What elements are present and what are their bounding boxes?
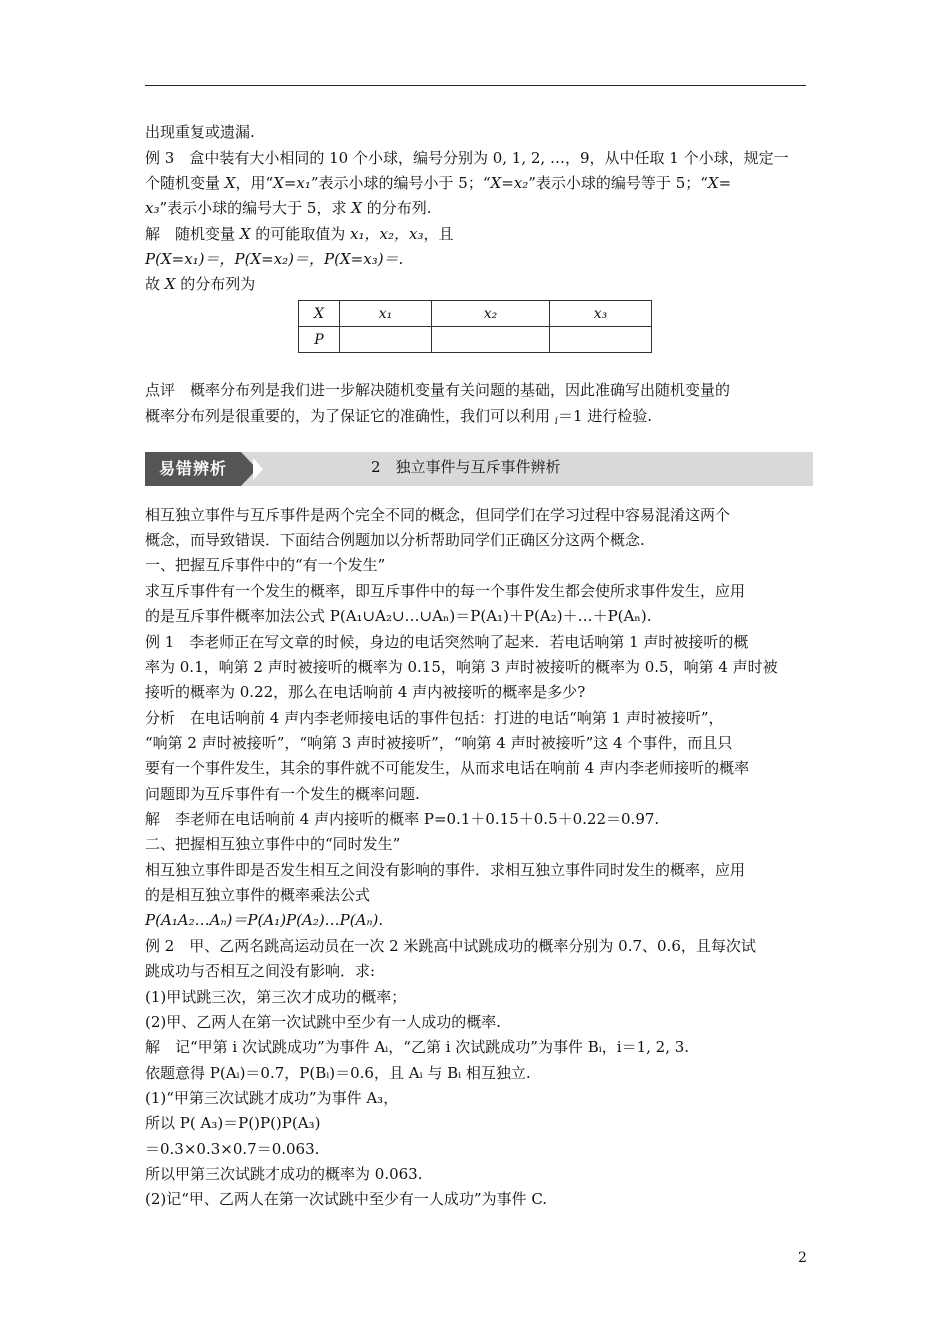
table-cell [340,327,432,353]
solution-line-1 [145,224,815,244]
distribution-intro [145,274,815,294]
solution-line: 解 记“甲第 i 次试跳成功”为事件 Aᵢ，“乙第 i 次试跳成功”为事件 Bᵢ，i＝1, 2, 3. [145,1038,690,1056]
solution-line: (2)记“甲、乙两人在第一次试跳中至少有一人成功”为事件 C. [145,1190,548,1208]
comment-label: 点评 [145,381,176,399]
text-span: 概率分布列是我们进一步解决随机变量有关问题的基础，因此准确写出随机变量的 [190,381,731,399]
cell-text: P [314,331,324,348]
text-span: 的可能取值为 [250,225,351,243]
math-expr: x₃ [145,199,160,217]
cell-text: x₁ [378,305,393,322]
table-cell [340,301,432,327]
comment-line-2 [145,406,815,426]
comment-line-1 [145,380,815,400]
math-var: i [554,416,558,427]
text-line: 相互独立事件即是否发生相互之间没有影响的事件．求相互独立事件同时发生的概率，应用 [145,861,746,879]
solution-line: 解 李老师在电话响前 4 声内接听的概率 P=0.1＋0.15＋0.5＋0.22＝0.97. [145,810,660,828]
solution-label: 解 [145,225,161,243]
math-expr: P(X=x₁)＝，P(X=x₂)＝，P(X=x₃)＝. [145,250,404,268]
table-row [299,327,652,353]
analysis-line: 分析 在电话响前 4 声内李老师接电话的事件包括：打进的电话“响第 1 声时被接听”， [145,709,724,727]
solution-line: 依题意得 P(Aᵢ)＝0.7，P(Bᵢ)＝0.6，且 Aᵢ 与 Bᵢ 相互独立. [145,1064,531,1082]
example-1-line: 例 1 李老师正在写文章的时候，身边的电话突然响了起来．若电话响第 1 声时被接听的概 [145,633,749,651]
math-expr: X=x₂ [490,174,529,192]
text-span: ＝1 进行检验. [557,407,653,425]
table-cell [550,301,652,327]
text-span: 故 [145,275,165,293]
table-cell [432,301,550,327]
table-cell [432,327,550,353]
solution-line: 所以 P( A₃)＝P()P()P(A₃) [145,1114,321,1132]
solution-line: ＝0.3×0.3×0.7＝0.063. [145,1140,320,1158]
page-number: 2 [798,1250,807,1266]
banner-tag: 易错辨析 [145,452,241,486]
text-span: ”表示小球的编号小于 5；“ [310,174,491,192]
analysis-line: 问题即为互斥事件有一个发生的概率问题. [145,785,420,803]
section-heading: 一、把握互斥事件中的“有一个发生” [145,556,386,574]
section-title: 2 独立事件与互斥事件辨析 [371,458,561,476]
text-span: ”表示小球的编号等于 5；“ [528,174,708,192]
text-line: 出现重复或遗漏. [145,123,255,141]
section-banner [145,452,813,486]
question-line: (1)甲试跳三次，第三次才成功的概率； [145,988,407,1006]
text-span: ，用“ [235,174,274,192]
formula-line [145,910,815,930]
math-expr: x₁，x₂，x₃ [350,225,424,243]
example-label: 例 3 [145,149,175,167]
text-span: 个随机变量 [145,174,225,192]
example-1-line: 率为 0.1，响第 2 声时被接听的概率为 0.15，响第 3 声时被接听的概率为 0.5，响第 4 声时被 [145,658,778,676]
cell-text: X [314,305,324,322]
example-3-line-3 [145,198,815,218]
text-span: ”表示小球的编号大于 5，求 [159,199,352,217]
solution-line-2 [145,249,815,269]
analysis-line: 要有一个事件发生，其余的事件就不可能发生，从而求电话在响前 4 声内李老师接听的概率 [145,759,750,777]
math-expr: X= [707,174,732,192]
text-span: ，且 [423,225,454,243]
solution-line: (1)“甲第三次试跳才成功”为事件 A₃， [145,1089,399,1107]
section-heading: 二、把握相互独立事件中的“同时发生” [145,835,401,853]
math-expr: X=x₁ [273,174,311,192]
text-line: 概念，而导致错误．下面结合例题加以分析帮助同学们正确区分这两个概念. [145,531,645,549]
formula-line: 的是互斥事件概率加法公式 P(A₁∪A₂∪…∪Aₙ)＝P(A₁)＋P(A₂)＋…＋P(Aₙ). [145,607,652,625]
math-var: X [239,225,251,243]
example-1-line: 接听的概率为 0.22，那么在电话响前 4 声内被接听的概率是多少? [145,683,586,701]
banner-notch-shape [253,458,263,480]
text-line: 求互斥事件有一个发生的概率，即互斥事件中的每一个事件发生都会使所求事件发生，应用 [145,582,746,600]
cell-text: x₂ [483,305,498,322]
solution-line: 所以甲第三次试跳才成功的概率为 0.063. [145,1165,423,1183]
example-3-line-1 [145,148,815,168]
table-row [299,301,652,327]
table-cell [299,327,340,353]
math-var: X [351,199,362,217]
text-line: 相互独立事件与互斥事件是两个完全不同的概念，但同学们在学习过程中容易混淆这两个 [145,506,731,524]
question-line: (2)甲、乙两人在第一次试跳中至少有一人成功的概率. [145,1013,502,1031]
analysis-line: “响第 2 声时被接听”，“响第 3 声时被接听”，“响第 4 声时被接听”这 4 个事件，而且只 [145,734,733,752]
cell-text: x₃ [593,305,608,322]
text-span: 盒中装有大小相同的 10 个小球，编号分别为 0, 1, 2, …，9，从中任取 1 个小球，规定一 [189,149,789,167]
text-span: 随机变量 [175,225,240,243]
text-span: 概率分布列是很重要的，为了保证它的准确性，我们可以利用 [145,407,555,425]
text-span: 的分布列为 [175,275,256,293]
example-3-line-2 [145,173,815,193]
math-var: X [224,174,236,192]
math-expr: P(A₁A₂…Aₙ)＝P(A₁)P(A₂)…P(Aₙ). [145,911,384,929]
example-2-line: 跳成功与否相互之间没有影响．求: [145,962,376,980]
table-cell [299,301,340,327]
example-2-line: 例 2 甲、乙两名跳高运动员在一次 2 米跳高中试跳成功的概率分别为 0.7、0.6，且每次试 [145,937,756,955]
text-line: 的是相互独立事件的概率乘法公式 [145,886,371,904]
distribution-table [298,300,652,353]
header-rule [145,85,806,86]
table-cell [550,327,652,353]
text-span: 的分布列. [361,199,432,217]
math-var: X [164,275,176,293]
